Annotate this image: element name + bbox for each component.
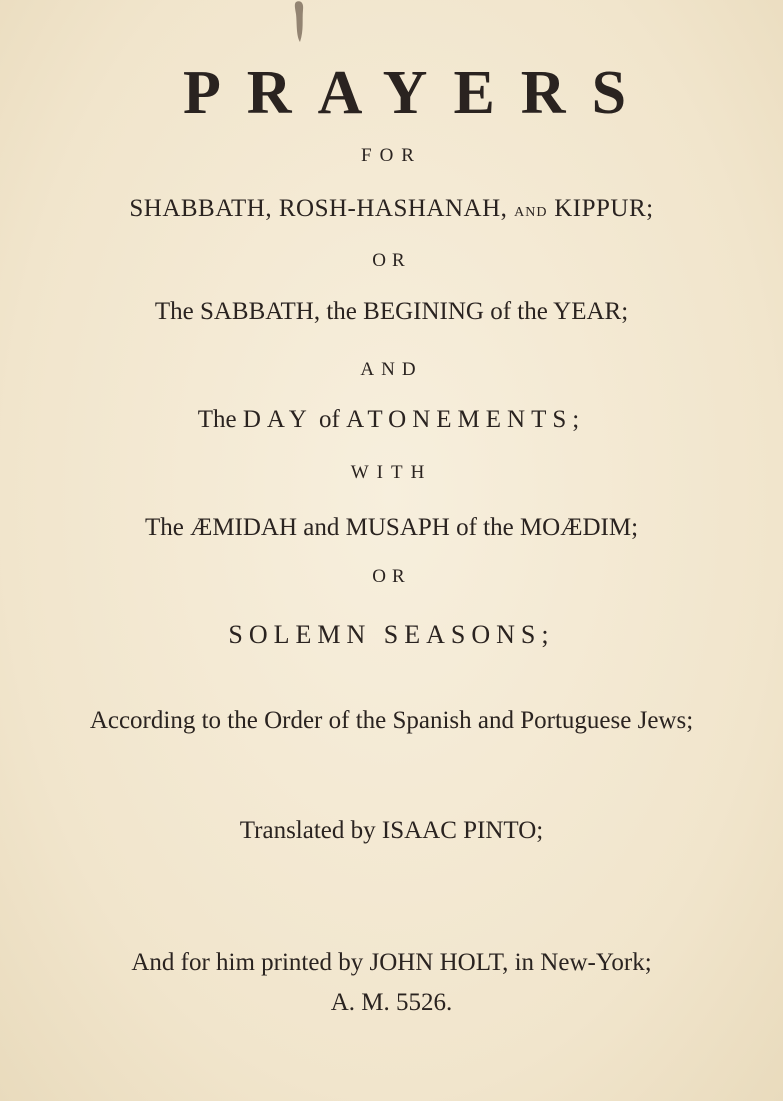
with-line: WITH (350, 462, 433, 483)
holidays-line (0, 196, 783, 221)
printer-line: And for him printed by JOHN HOLT, in New-York; (131, 949, 652, 976)
for-line: FOR (361, 145, 422, 166)
and-line: AND (360, 359, 423, 380)
atonements-line (0, 407, 783, 432)
page-title: PRAYERS (182, 59, 653, 127)
atonements-day: DAY (242, 406, 313, 433)
atonements-word: ATONEMENTS; (346, 406, 586, 433)
amidah-line: The ÆMIDAH and MUSAPH of the MOÆDIM; (144, 514, 639, 541)
solemn-seasons-line: SOLEMN SEASONS; (228, 620, 555, 649)
order-line: According to the Order of the Spanish and Portuguese Jews; (89, 707, 694, 734)
date-line: A. M. 5526. (330, 989, 453, 1016)
translator-line: Translated by ISAAC PINTO; (239, 817, 544, 844)
or-line-1: OR (372, 250, 411, 271)
sabbath-line: The SABBATH, the BEGINING of the YEAR; (154, 298, 629, 325)
holidays-kippur: KIPPUR; (554, 195, 654, 222)
ink-blot-icon (290, 0, 312, 44)
holidays-and: AND (514, 205, 548, 220)
atonements-of: of (319, 406, 340, 433)
atonements-the: The (197, 406, 237, 433)
holidays-text: SHABBATH, ROSH-HASHANAH, (129, 195, 508, 222)
or-line-2: OR (372, 566, 411, 587)
